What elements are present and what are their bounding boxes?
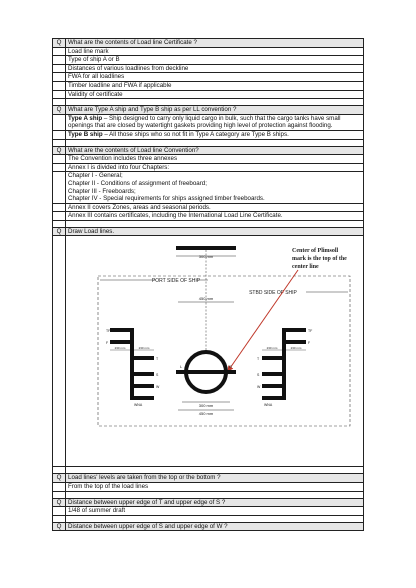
q-marker: Q xyxy=(53,39,66,48)
answer-text: The Convention includes three annexes xyxy=(66,155,364,164)
q-marker: Q xyxy=(53,522,66,531)
right-dim-1: 230 mm xyxy=(266,346,278,351)
answer-text: Annex III contains certificates, including the International Load Line Certificate. xyxy=(66,212,364,221)
callout-line-2: mark is the top of the xyxy=(292,256,347,263)
question-text: Distance between upper edge of S and upper edge of W ? xyxy=(66,522,364,531)
stbd-wna: WNA xyxy=(264,403,273,408)
chapter-line: Chapter III - Freeboards; xyxy=(68,187,136,195)
question-text: Distance between upper edge of T and upper edge of S ? xyxy=(66,498,364,507)
answer-text xyxy=(66,114,364,130)
answer-row xyxy=(53,47,364,56)
question-row xyxy=(53,146,364,155)
right-dim-2: 230 mm xyxy=(290,346,302,351)
chapter-line: Chapter II - Conditions of assignment of freeboard; xyxy=(68,179,207,187)
answer-text xyxy=(66,130,364,139)
spacer-row xyxy=(53,491,364,498)
type-b-text: – All those ships who so not fit in Type A category are Type B ships. xyxy=(102,130,289,138)
spacer-row xyxy=(53,515,364,522)
spacer-row xyxy=(53,139,364,146)
answer-text: Load line mark xyxy=(66,47,364,56)
answer-text: Timber loadline and FWA if applicable xyxy=(66,81,364,90)
q-marker: Q xyxy=(53,106,66,115)
question-text: What are Type A ship and Type B ship as per LL convention ? xyxy=(66,106,364,115)
stbd-side-label: STBD SIDE OF SHIP xyxy=(249,290,297,297)
answer-row xyxy=(53,90,364,99)
port-load-lines xyxy=(106,328,160,407)
answer-row xyxy=(53,64,364,73)
plimsoll-line xyxy=(176,370,236,374)
callout-arrow xyxy=(228,270,298,371)
answer-row xyxy=(53,507,364,516)
type-a-text: – Ship designed to carry only liquid cargo in bulk, such that the cargo tanks have small openings that are closed by watertight gaskets providing high level of protection against flooding. xyxy=(68,114,341,130)
answer-row xyxy=(53,81,364,90)
answer-row xyxy=(53,483,364,492)
port-t: T xyxy=(156,357,159,362)
figure-row xyxy=(53,236,364,467)
question-row xyxy=(53,106,364,115)
answer-row xyxy=(53,212,364,221)
load-line-diagram xyxy=(68,236,364,464)
answer-row xyxy=(53,163,364,172)
answer-row xyxy=(53,73,364,82)
load-line-figure-cell xyxy=(66,236,364,467)
q-marker: Q xyxy=(53,474,66,483)
q-marker: Q xyxy=(53,227,66,236)
answer-row xyxy=(53,203,364,212)
chapter-line: Chapter IV - Special requirements for ships assigned timber freeboards. xyxy=(68,195,265,203)
deck-dim: 300 mm xyxy=(198,254,214,260)
stbd-t: T xyxy=(257,357,260,362)
question-row xyxy=(53,39,364,48)
answer-row xyxy=(53,130,364,139)
question-row xyxy=(53,522,364,531)
stbd-load-lines xyxy=(257,328,312,407)
answer-row xyxy=(53,56,364,65)
ring-dim-2: 450 mm xyxy=(198,411,214,417)
answer-row xyxy=(53,114,364,130)
answer-text: Type of ship A or B xyxy=(66,56,364,65)
spacer-row xyxy=(53,467,364,474)
q-marker: Q xyxy=(53,146,66,155)
answer-text: Validity of certificate xyxy=(66,90,364,99)
deck-line xyxy=(176,246,236,250)
port-f: F xyxy=(106,341,109,346)
document-page xyxy=(52,38,364,531)
type-b-label: Type B ship xyxy=(68,130,103,138)
ring-r: R xyxy=(229,364,232,370)
question-text: Load lines' levels are taken from the top or the bottom ? xyxy=(66,474,364,483)
port-tf: TF xyxy=(106,329,111,334)
question-row xyxy=(53,498,364,507)
callout-line-3: center line xyxy=(292,264,319,271)
port-wna: WNA xyxy=(134,403,143,408)
answer-text: Annex I is divided into four Chapters: xyxy=(66,163,364,172)
port-w: W xyxy=(156,385,160,390)
port-s: S xyxy=(156,373,159,378)
q-marker: Q xyxy=(53,498,66,507)
answer-text: Distances of various loadlines from deckline xyxy=(66,64,364,73)
answer-row xyxy=(53,172,364,203)
top-dim: 450 mm xyxy=(198,296,214,302)
question-row xyxy=(53,474,364,483)
spacer-row xyxy=(53,99,364,106)
qa-table xyxy=(52,38,364,531)
port-side-label: PORT SIDE OF SHIP xyxy=(151,278,201,285)
answer-text: From the top of the load lines xyxy=(66,483,364,492)
spacer-row xyxy=(53,220,364,227)
stbd-f: F xyxy=(308,341,311,346)
left-dim-1: 230 mm xyxy=(114,346,126,351)
answer-text: FWA for all loadlines xyxy=(66,73,364,82)
question-text: Draw Load lines. xyxy=(66,227,364,236)
stbd-tf: TF xyxy=(308,329,313,334)
answer-text: 1/48 of summer draft xyxy=(66,507,364,516)
stbd-w: W xyxy=(257,385,261,390)
answer-row xyxy=(53,155,364,164)
ring-l: L xyxy=(180,364,183,370)
stbd-s: S xyxy=(257,373,260,378)
answer-text xyxy=(66,172,364,203)
type-a-label: Type A ship xyxy=(68,114,103,122)
answer-text: Annex II covers Zones, areas and seasonal periods. xyxy=(66,203,364,212)
question-text: What are the contents of Load line Certificate ? xyxy=(66,39,364,48)
question-text: What are the contents of Load line Convention? xyxy=(66,146,364,155)
left-dim-2: 230 mm xyxy=(138,346,150,351)
callout-line-1: Center of Plimsoll xyxy=(292,248,339,255)
chapter-line: Chapter I - General; xyxy=(68,172,123,180)
question-row xyxy=(53,227,364,236)
ring-dim: 300 mm xyxy=(198,403,214,409)
